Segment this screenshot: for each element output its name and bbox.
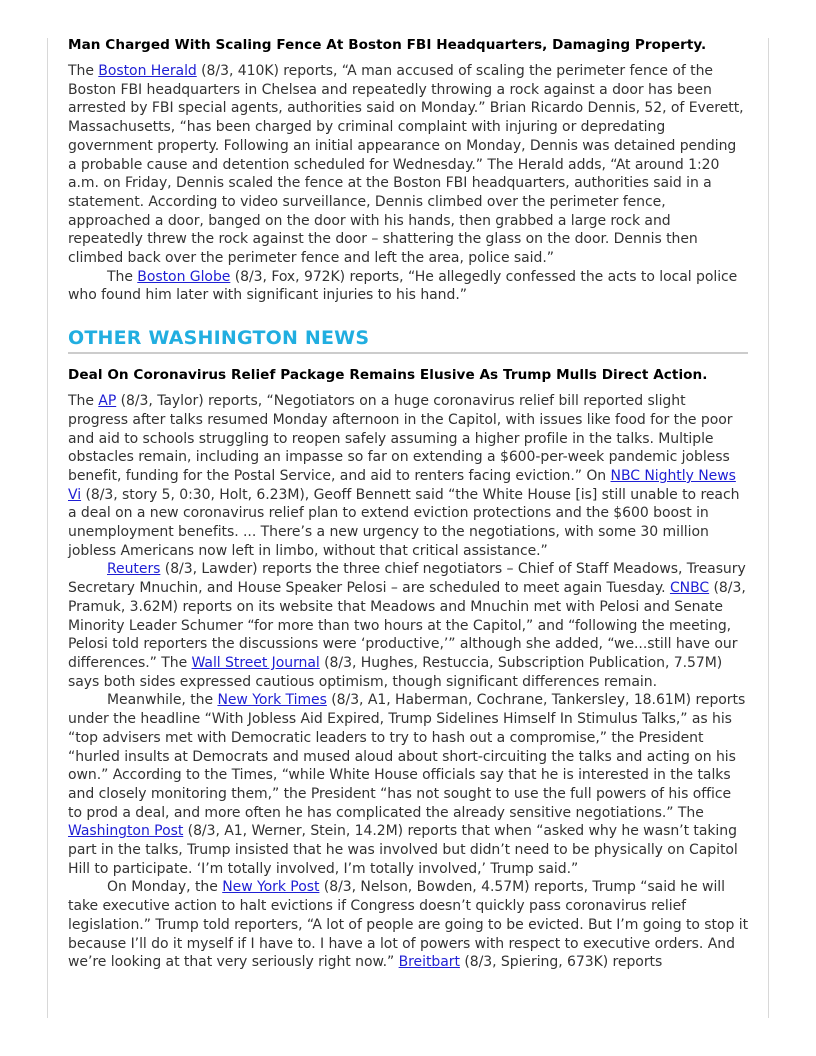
text-run: On Monday, the: [107, 879, 223, 896]
article-paragraph: [68, 691, 748, 878]
article-headline: Man Charged With Scaling Fence At Boston FBI Headquarters, Damaging Property.: [68, 37, 707, 53]
source-link-breitbart[interactable]: Breitbart: [398, 954, 460, 971]
article-relief-package: [68, 366, 748, 972]
source-link-wall-street-journal[interactable]: Wall Street Journal: [191, 654, 320, 671]
article-paragraph: [68, 392, 748, 560]
text-run: (8/3, A1, Werner, Stein, 14.2M) reports that when “asked why he wasn’t taking part in the talks, Trump insisted that he was involved but didn’t need to be physically on Capitol Hill to participate. ‘I’m totally involved, I’m totally involved,’ Trump said.”: [68, 823, 738, 877]
text-run: The: [68, 63, 99, 79]
source-link-new-york-post[interactable]: New York Post: [222, 879, 320, 896]
text-run: (8/3, 410K) reports, “A man accused of scaling the perimeter fence of the Boston FBI headquarters in Chelsea and repeatedly throwing a rock against a door has been arrested by FBI special agents, authorities said on Monday.” Brian Ricardo Dennis, 52, of Everett, Massachusetts, “has been charged by criminal complaint with injuring or depredating government property. Following an initial appearance on Monday, Dennis was detained pending a probable cause and detention scheduled for Wednesday.” The Herald adds, “At around 1:20 a.m. on Friday, Dennis scaled the fence at the Boston FBI headquarters, authorities said in a statement. According to video surveillance, Dennis climbed over the perimeter fence, approached a door, banged on the door with his hands, then grabbed a large rock and repeatedly threw the rock against the door – shattering the glass on the door. Dennis then climbed back over the perimeter fence and left the area, police said.”: [68, 63, 744, 267]
article-paragraph: [68, 62, 748, 268]
section-divider: [68, 352, 748, 354]
text-run: (8/3, Pramuk, 3.62M) reports on its website that Meadows and Mnuchin met with Pelosi and Senate Minority Leader Schumer “for more than two hours at the Capitol,” and “following the meeting, Pelosi told reporters the discussions were ‘productive,’” although she added, “we...still have our differences.” The: [68, 580, 746, 671]
section-heading: OTHER WASHINGTON NEWS: [68, 327, 370, 350]
source-link-new-york-times[interactable]: New York Times: [217, 692, 327, 709]
source-link-washington-post[interactable]: Washington Post: [68, 823, 184, 840]
text-run: (8/3, Spiering, 673K) reports: [459, 954, 663, 971]
source-link-reuters[interactable]: Reuters: [107, 561, 161, 578]
text-run: The: [107, 268, 138, 285]
text-run: Meanwhile, the: [107, 692, 218, 709]
source-link-ap[interactable]: AP: [98, 393, 117, 410]
video-link[interactable]: Vi: [68, 486, 82, 503]
right-margin-rule: [768, 38, 769, 1018]
left-margin-rule: [47, 38, 48, 1018]
article-headline: Deal On Coronavirus Relief Package Remains Elusive As Trump Mulls Direct Action.: [68, 367, 708, 384]
text-run: (8/3, Nelson, Bowden, 4.57M) reports, Trump “said he will take executive action to halt evictions if Congress doesn’t quickly pass coronavirus relief legislation.” Trump told reporters, “A lot of people are going to be evicted. But I’m going to stop it because I’ll do it myself if I have to. I have a lot of powers with respect to executive orders. And we’re looking at that very seriously right now.”: [68, 879, 749, 971]
text-run: (8/3, story 5, 0:30, Holt, 6.23M), Geoff Bennett said “the White House [is] still unable to reach a deal on a new coronavirus relief plan to extend eviction protections and the $600 boost in unemployment benefits. ... There’s a new urgency to the negotiations, with some 30 million jobless Americans now left in limbo, without that critical assistance.”: [68, 486, 740, 559]
source-link-boston-globe[interactable]: Boston Globe: [137, 268, 231, 285]
article-fbi-fence: [68, 36, 748, 305]
article-paragraph: [68, 878, 748, 972]
source-link-boston-herald[interactable]: Boston Herald: [98, 63, 197, 79]
text-run: (8/3, Taylor) reports, “Negotiators on a huge coronavirus relief bill reported slight progress after talks resumed Monday afternoon in the Capitol, with issues like food for the poor and aid to schools struggling to reopen safely assuming a higher profile in the talks. Multiple obstacles remain, including an impasse so far on extending a $600-per-week pandemic jobless benefit, funding for the Postal Service, and aid to renters facing eviction.” On: [68, 393, 733, 484]
document-body: [68, 36, 748, 972]
text-run: The: [68, 393, 99, 410]
text-run: (8/3, Fox, 972K) reports, “He allegedly confessed the acts to local police who found him later with significant injuries to his hand.”: [68, 268, 738, 304]
article-paragraph: [68, 268, 748, 305]
text-run: (8/3, A1, Haberman, Cochrane, Tankersley, 18.61M) reports under the headline “With Jobless Aid Expired, Trump Sidelines Himself In Stimulus Talks,” as his “top advisers met with Democratic leaders to try to hash out a compromise,” the President “hurled insults at Democrats and mused aloud about short-circuiting the talks and acting on his own.” According to the Times, “while White House officials say that he is interested in the talks and closely monitoring them,” the President “has not sought to use the full powers of his office to prod a deal, and more often he has complicated the already sensitive negotiations.” The: [68, 692, 746, 821]
source-link-cnbc[interactable]: CNBC: [669, 580, 710, 597]
article-paragraph: [68, 560, 748, 691]
source-link-nbc-nightly-news[interactable]: NBC Nightly News: [610, 467, 736, 484]
text-run: (8/3, Hughes, Restuccia, Subscription Publication, 7.57M) says both sides expressed cautious optimism, though significant differences remain.: [68, 654, 723, 690]
text-run: (8/3, Lawder) reports the three chief negotiators – Chief of Staff Meadows, Treasury Secretary Mnuchin, and House Speaker Pelosi – are scheduled to meet again Tuesday.: [68, 561, 746, 597]
